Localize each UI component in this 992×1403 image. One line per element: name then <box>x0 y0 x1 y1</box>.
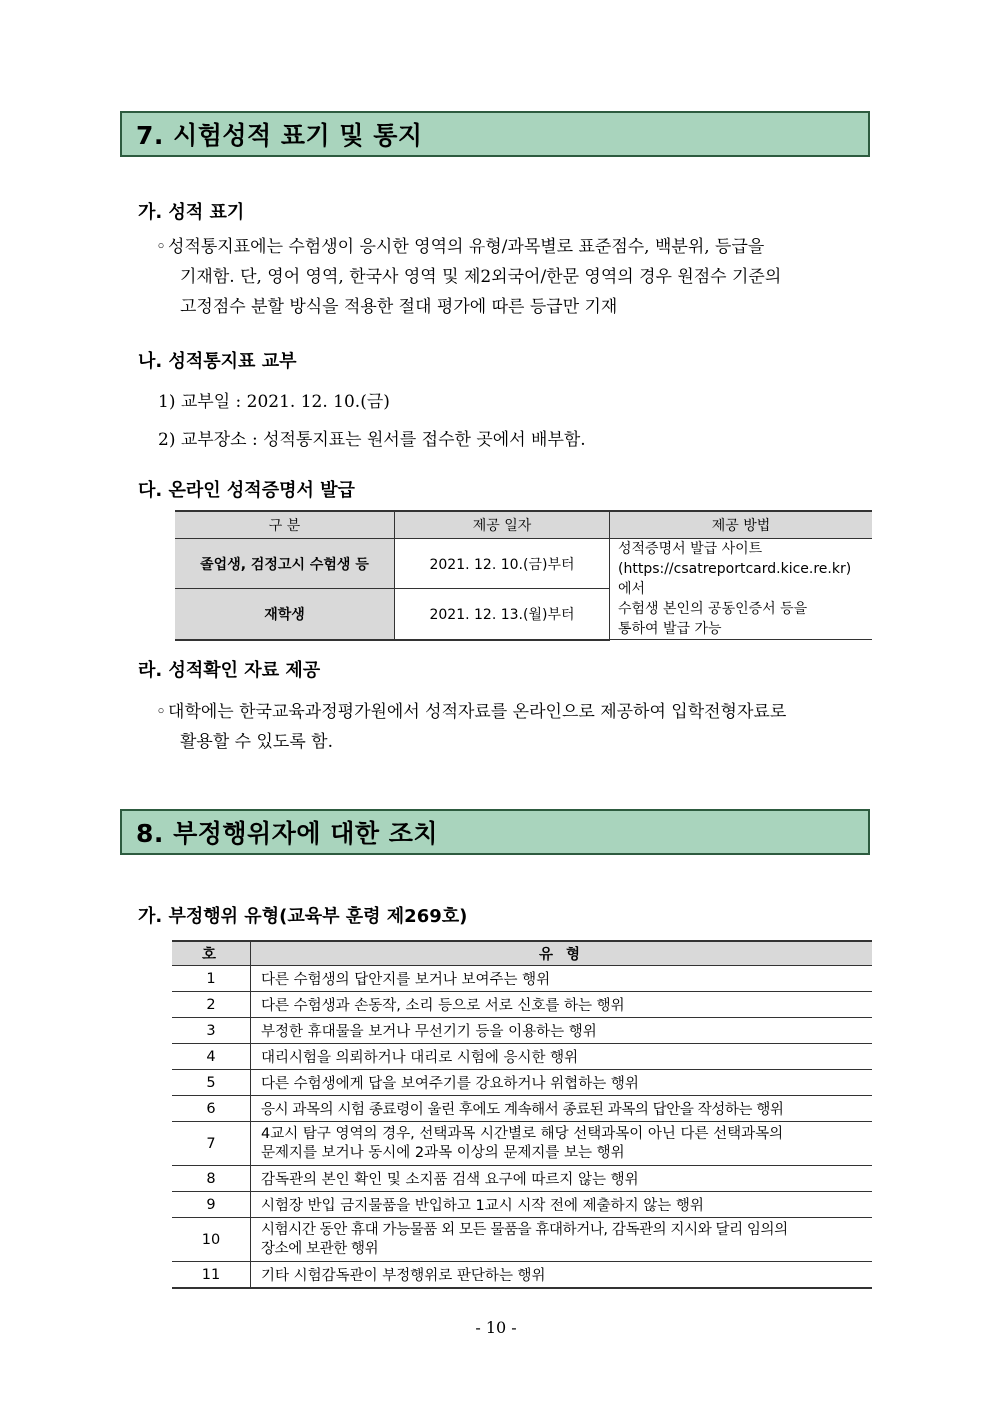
table-row <box>172 1122 872 1166</box>
row-number: 9 <box>172 1192 251 1218</box>
row-text-multiline <box>251 1122 873 1166</box>
row-number: 1 <box>172 966 251 992</box>
row-text: 대리시험을 의뢰하거나 대리로 시험에 응시한 행위 <box>251 1044 873 1070</box>
delivery-place-item: 2) 교부장소 : 성적통지표는 원서를 접수한 곳에서 배부함. <box>158 430 586 450</box>
row-number: 7 <box>172 1122 251 1166</box>
subheading-score-data: 라. 성적확인 자료 제공 <box>138 660 321 681</box>
table-row <box>172 1018 872 1044</box>
date-cell: 2021. 12. 10.(금)부터 <box>395 539 610 589</box>
row-number: 4 <box>172 1044 251 1070</box>
score-data-line-1: 대학에는 한국교육과정평가원에서 성적자료를 온라인으로 제공하여 입학전형자료로 <box>168 702 787 722</box>
score-data-line-2: 활용할 수 있도록 함. <box>180 732 333 752</box>
row-text-line-2: 문제지를 보거나 동시에 2과목 이상의 문제지를 보는 행위 <box>261 1144 625 1161</box>
table-row <box>172 992 872 1018</box>
method-cell <box>610 539 873 640</box>
method-line-2: (https://csatreportcard.kice.re.kr)에서 <box>618 561 852 597</box>
header-date: 제공 일자 <box>395 511 610 539</box>
online-certificate-table <box>175 510 872 641</box>
section7-title-box <box>120 111 870 157</box>
row-text: 기타 시험감독관이 부정행위로 판단하는 행위 <box>251 1262 873 1289</box>
header-category: 구 분 <box>175 511 395 539</box>
table-row <box>172 1262 872 1289</box>
table-row <box>172 1166 872 1192</box>
method-line-4: 통하여 발급 가능 <box>618 621 722 637</box>
paragraph-score-notation <box>156 232 874 322</box>
method-line-3: 수험생 본인의 공동인증서 등을 <box>618 601 808 617</box>
subheading-misconduct-types: 가. 부정행위 유형(교육부 훈령 제269호) <box>138 906 468 927</box>
misconduct-types-table <box>172 940 872 1289</box>
row-text: 감독관의 본인 확인 및 소지품 검색 요구에 따르지 않는 행위 <box>251 1166 873 1192</box>
bullet-mark: ◦ <box>156 702 167 722</box>
score-notation-line-1: 성적통지표에는 수험생이 응시한 영역의 유형/과목별로 표준점수, 백분위, 등급을 <box>168 237 765 257</box>
table-row <box>172 1192 872 1218</box>
subheading-online-certificate: 다. 온라인 성적증명서 발급 <box>138 480 355 501</box>
table-header-row <box>172 941 872 966</box>
section8-title: 8. 부정행위자에 대한 조치 <box>136 819 439 848</box>
row-number: 3 <box>172 1018 251 1044</box>
table-row <box>172 966 872 992</box>
delivery-date-item: 1) 교부일 : 2021. 12. 10.(금) <box>158 392 390 412</box>
row-text: 다른 수험생과 손동작, 소리 등으로 서로 신호를 하는 행위 <box>251 992 873 1018</box>
subheading-score-notation: 가. 성적 표기 <box>138 202 245 223</box>
table-row <box>172 1044 872 1070</box>
section8-title-box <box>120 809 870 855</box>
category-cell: 재학생 <box>175 589 395 640</box>
bullet-mark: ◦ <box>156 237 167 257</box>
score-notation-line-3: 고정점수 분할 방식을 적용한 절대 평가에 따른 등급만 기재 <box>180 297 618 317</box>
score-notation-line-2: 기재함. 단, 영어 영역, 한국사 영역 및 제2외국어/한문 영역의 경우 원점수 기준의 <box>180 267 782 287</box>
row-text-line-2: 장소에 보관한 행위 <box>261 1240 379 1257</box>
row-text: 다른 수험생의 답안지를 보거나 보여주는 행위 <box>251 966 873 992</box>
header-method: 제공 방법 <box>610 511 873 539</box>
row-text: 응시 과목의 시험 종료령이 울린 후에도 계속해서 종료된 과목의 답안을 작성하는 행위 <box>251 1096 873 1122</box>
section7-title: 7. 시험성적 표기 및 통지 <box>136 121 423 150</box>
page-number: - 10 - <box>475 1318 517 1337</box>
row-text: 시험장 반입 금지물품을 반입하고 1교시 시작 전에 제출하지 않는 행위 <box>251 1192 873 1218</box>
row-number: 8 <box>172 1166 251 1192</box>
table-row <box>175 539 872 589</box>
date-cell: 2021. 12. 13.(월)부터 <box>395 589 610 640</box>
row-number: 6 <box>172 1096 251 1122</box>
table-row <box>172 1070 872 1096</box>
row-text-multiline <box>251 1218 873 1262</box>
row-number: 2 <box>172 992 251 1018</box>
header-type: 유 형 <box>251 941 873 966</box>
paragraph-score-data <box>156 697 874 757</box>
table-header-row <box>175 511 872 539</box>
header-number: 호 <box>172 941 251 966</box>
row-number: 11 <box>172 1262 251 1289</box>
table-row <box>172 1096 872 1122</box>
row-text: 부정한 휴대물을 보거나 무선기기 등을 이용하는 행위 <box>251 1018 873 1044</box>
row-text: 다른 수험생에게 답을 보여주기를 강요하거나 위협하는 행위 <box>251 1070 873 1096</box>
category-cell: 졸업생, 검정고시 수험생 등 <box>175 539 395 589</box>
row-text-line-1: 4교시 탐구 영역의 경우, 선택과목 시간별로 해당 선택과목이 아닌 다른 선택과목의 <box>261 1125 784 1142</box>
row-number: 10 <box>172 1218 251 1262</box>
row-number: 5 <box>172 1070 251 1096</box>
table-row <box>172 1218 872 1262</box>
method-line-1: 성적증명서 발급 사이트 <box>618 541 763 557</box>
row-text-line-1: 시험시간 동안 휴대 가능물품 외 모든 물품을 휴대하거나, 감독관의 지시와 달리 임의의 <box>261 1221 788 1238</box>
subheading-report-delivery: 나. 성적통지표 교부 <box>138 351 297 372</box>
